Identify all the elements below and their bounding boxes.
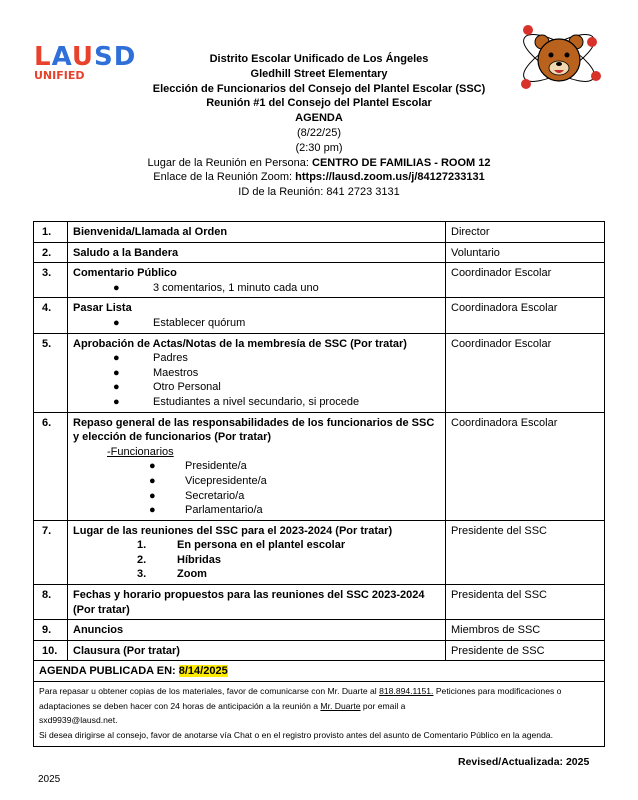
zoom-link[interactable]: https://lausd.zoom.us/j/84127233131 — [295, 171, 485, 184]
meeting-date: (8/22/25) — [296, 126, 342, 139]
revised-label: Revised/Actualizada: 2025 — [458, 756, 590, 768]
list-item: ● Presidente/a — [149, 460, 247, 473]
agenda-table — [33, 221, 605, 747]
table-row: 10. Clausura (Por tratar) Presidente de SSC — [34, 640, 605, 661]
published-row — [34, 661, 605, 682]
table-row: 4. Pasar Lista ● Establecer quórum Coordinadora Escolar — [34, 298, 605, 333]
list-item: ● Parlamentario/a — [149, 504, 263, 517]
list-item: ● Otro Personal — [113, 381, 221, 394]
list-item: 3. Zoom — [137, 568, 207, 581]
list-item: 1. En persona en el plantel escolar — [137, 539, 346, 552]
table-row: 6. Repaso general de las responsabilidades de los funcionarios de SSC y elección de funcionarios (Por tratar) -Funcionarios ● Presidente/a ● Vicepresidente/a ● Secretario/a ● Parlamentario/a Coordinadora Escolar — [34, 412, 605, 520]
footer-note-2: Si desea dirigirse al consejo, favor de anotarse vía Chat o en el registro provisto antes del asunto de Comentario Público en la agenda. — [39, 729, 554, 740]
list-item: ● Maestros — [113, 366, 199, 379]
email-link[interactable]: sxd9939@lausd.net. — [39, 715, 118, 726]
table-row: 9. Anuncios Miembros de SSC — [34, 620, 605, 641]
zoom-link-line: Enlace de la Reunión Zoom: https://lausd.zoom.us/j/84127233131 — [153, 171, 485, 184]
published-date: 8/14/2025 — [178, 665, 228, 678]
list-item: ● Estudiantes a nivel secundario, si procede — [113, 395, 360, 408]
footer-note-1: Para repasar u obtener copias de los materiales, favor de comunicarse con Mr. Duarte al 818.894.1151. Peticiones para modificaciones o adaptaciones se deben hacer con 24 horas de anticipación a la reunión a Mr. Duarte por email a — [39, 686, 562, 711]
election-title: Elección de Funcionarios del Consejo del Plantel Escolar (SSC) — [152, 82, 486, 95]
funcionarios-label: -Funcionarios — [107, 445, 174, 458]
table-row: 2. Saludo a la Bandera Voluntario — [34, 242, 605, 263]
table-row: 3. Comentario Público ● 3 comentarios, 1 minuto cada uno Coordinador Escolar — [34, 263, 605, 298]
table-row: 1. Bienvenida/Llamada al Orden Director — [34, 222, 605, 243]
published-label: AGENDA PUBLICADA EN: — [39, 665, 179, 678]
school-name: Gledhill Street Elementary — [250, 67, 388, 80]
list-item: ● 3 comentarios, 1 minuto cada uno — [113, 281, 319, 294]
list-item: ● Padres — [113, 352, 188, 365]
agenda-header — [100, 52, 538, 200]
list-item: ● Vicepresidente/a — [149, 474, 267, 487]
footer-notes-row — [34, 682, 605, 747]
meeting-title: Reunión #1 del Consejo del Plantel Escolar — [206, 97, 432, 110]
lausd-logo: LAUSD UNIFIED — [34, 42, 137, 82]
meeting-location: Lugar de la Reunión en Persona: CENTRO DE FAMILIAS - ROOM 12 — [147, 156, 491, 169]
district-name: Distrito Escolar Unificado de Los Ángeles — [209, 53, 429, 65]
footer-year: 2025 — [38, 774, 61, 785]
agenda-label: AGENDA — [295, 112, 343, 125]
meeting-id: ID de la Reunión: 841 2723 3131 — [238, 186, 400, 199]
list-item: 2. Híbridas — [137, 553, 222, 566]
meeting-time: (2:30 pm) — [295, 141, 343, 154]
table-row: 7. Lugar de las reuniones del SSC para el 2023-2024 (Por tratar) 1. En persona en el plantel escolar 2. Híbridas 3. Zoom Presidente del SSC — [34, 520, 605, 584]
list-item: ● Secretario/a — [149, 489, 245, 502]
list-item: ● Establecer quórum — [113, 316, 246, 329]
table-row: 8. Fechas y horario propuestos para las reuniones del SSC 2023-2024 (Por tratar) Presidenta del SSC — [34, 585, 605, 620]
phone-link[interactable]: 818.894.1151. — [379, 686, 434, 697]
table-row: 5. Aprobación de Actas/Notas de la membresía de SSC (Por tratar) ● Padres ● Maestros ● Otro Personal ● Estudiantes a nivel secundario, si procede Coordinador Escolar — [34, 333, 605, 412]
